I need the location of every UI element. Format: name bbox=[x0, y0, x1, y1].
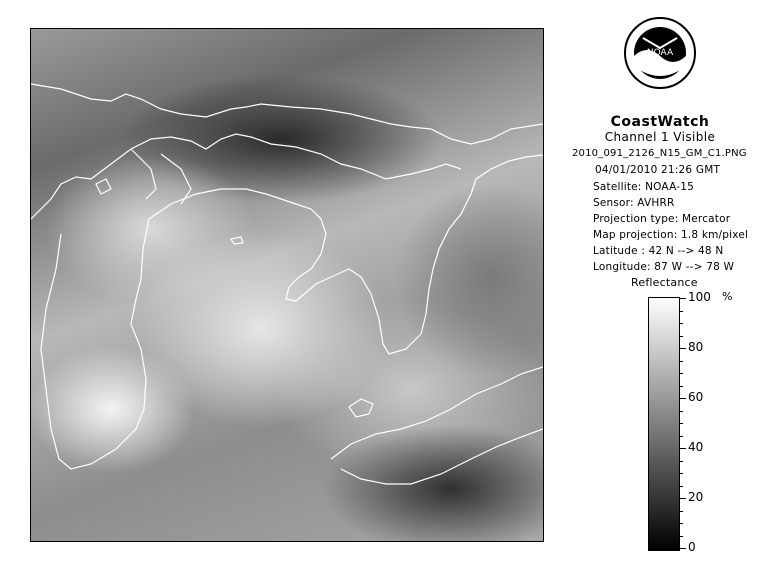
colorbar-minor-tick bbox=[679, 473, 683, 474]
colorbar-major-tick bbox=[679, 498, 686, 499]
longitude-label: Longitude: 87 W --> 78 W bbox=[593, 261, 735, 273]
colorbar-minor-tick bbox=[679, 523, 683, 524]
colorbar-minor-tick bbox=[679, 373, 683, 374]
colorbar-unit: % bbox=[722, 290, 733, 303]
colorbar-major-tick bbox=[679, 398, 686, 399]
colorbar-minor-tick bbox=[679, 411, 683, 412]
colorbar-tick-label: 40 bbox=[688, 440, 704, 454]
colorbar-minor-tick bbox=[679, 323, 683, 324]
colorbar-major-tick bbox=[679, 298, 686, 299]
datetime-label: 04/01/2010 21:26 GMT bbox=[595, 164, 721, 176]
colorbar-minor-tick bbox=[679, 461, 683, 462]
latitude-label: Latitude : 42 N --> 48 N bbox=[593, 245, 724, 257]
satellite-image bbox=[30, 28, 544, 542]
projection-type-label: Projection type: Mercator bbox=[593, 213, 731, 225]
colorbar-minor-tick bbox=[679, 511, 683, 512]
noaa-logo-icon bbox=[623, 16, 697, 90]
colorbar-minor-tick bbox=[679, 486, 683, 487]
colorbar-major-tick bbox=[679, 348, 686, 349]
colorbar-tick-label: 80 bbox=[688, 340, 704, 354]
channel-label: Channel 1 Visible bbox=[604, 130, 716, 144]
colorbar-tick-label: 20 bbox=[688, 490, 704, 504]
colorbar-minor-tick bbox=[679, 436, 683, 437]
colorbar-tick-label: 0 bbox=[688, 540, 696, 554]
colorbar-minor-tick bbox=[679, 336, 683, 337]
colorbar-minor-tick bbox=[679, 536, 683, 537]
colorbar-major-tick bbox=[679, 448, 686, 449]
filename-label: 2010_091_2126_N15_GM_C1.PNG bbox=[572, 148, 747, 159]
satellite-label: Satellite: NOAA-15 bbox=[593, 181, 694, 193]
colorbar-minor-tick bbox=[679, 361, 683, 362]
colorbar-major-tick bbox=[679, 548, 686, 549]
colorbar-minor-tick bbox=[679, 423, 683, 424]
colorbar-minor-tick bbox=[679, 311, 683, 312]
map-projection-label: Map projection: 1.8 km/pixel bbox=[593, 229, 749, 241]
reflectance-colorbar bbox=[648, 297, 680, 551]
sensor-label: Sensor: AVHRR bbox=[593, 197, 675, 209]
coastline-overlay bbox=[31, 29, 543, 541]
colorbar-tick-label: 60 bbox=[688, 390, 704, 404]
noaa-logo bbox=[623, 16, 697, 90]
colorbar-title: Reflectance bbox=[631, 276, 698, 289]
app-title: CoastWatch bbox=[610, 114, 710, 130]
logo-center-text: NOAA bbox=[646, 48, 674, 58]
colorbar-tick-label: 100 bbox=[688, 290, 711, 304]
colorbar-minor-tick bbox=[679, 386, 683, 387]
